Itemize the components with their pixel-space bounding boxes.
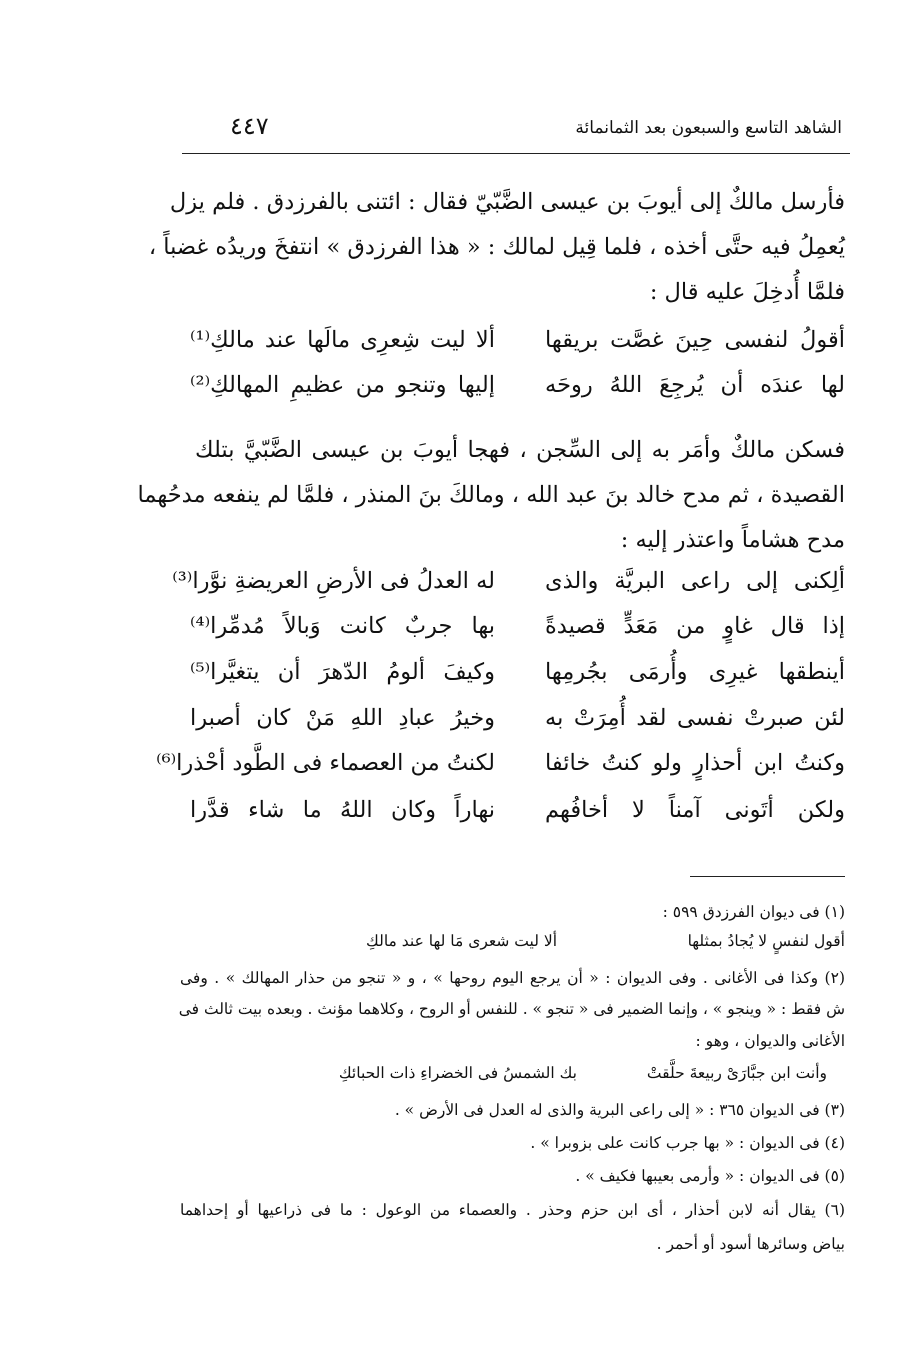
- footnote-2-line: (٢) وكذا فى الأغانى . وفى الديوان : « أن يرجع اليوم روحها » ، و « تنجو من حذار المهالك » . وفى: [180, 969, 845, 987]
- paragraph-line: فسكن مالكٌ وأمَر به إلى السِّجن ، فهجا أيوبَ بن عيسى الضَّبّيَّ بتلك: [195, 437, 845, 463]
- paragraph-2: [137, 428, 845, 563]
- paragraph-1: [148, 180, 845, 315]
- verse-first-hemistich: ولكن أتَونى آمناً لا أخافُهم: [545, 797, 845, 823]
- footnote-verse-second: ألا ليت شعرى مَا لها عند مالكِ: [366, 932, 557, 950]
- verse-line: [190, 797, 845, 841]
- footnote-6-line: (٦) يقال أنه لابن أحذار ، أى ابن حزم وحذر . والعصماء من الوعول : ما فى ذراعيها أو إحداهما: [180, 1201, 845, 1219]
- paragraph-line: يُعمِلُ فيه حتَّى أخذه ، فلما قِيل لمالك : « هذا الفرزدق » انتفخَ وريدُه غضباً ،: [148, 234, 845, 260]
- verse-first-hemistich: ألِكنى إلى راعى البريَّة والذى: [545, 568, 845, 594]
- paragraph-line: فأرسل مالكٌ إلى أيوبَ بن عيسى الضَّبّيّ فقال : ائتنى بالفرزدق . فلم يزل: [169, 189, 845, 215]
- verse-second-hemistich: لكنتُ من العصماء فى الطَّود أحْذرا⁽⁶⁾: [156, 750, 495, 776]
- header-rule: [182, 153, 850, 154]
- verse-line: [190, 659, 845, 703]
- verse-first-hemistich: إذا قال غاوٍ من مَعَدٍّ قصيدةً: [545, 613, 845, 639]
- footnote-3: (٣) فى الديوان ٣٦٥ : « إلى راعى البرية والذى له العدل فى الأرض » .: [394, 1101, 845, 1119]
- footnote-verse-first: أقول لنفسٍ لا يُجادُ بمثلها: [687, 932, 845, 950]
- verse-line: [190, 327, 845, 371]
- verse-second-hemistich: نهاراً وكان اللهُ ما شاء قدَّرا: [190, 797, 495, 823]
- paragraph-line: فلمَّا أُدخِلَ عليه قال :: [649, 279, 845, 305]
- verse-first-hemistich: وكنتُ ابن أحذارٍ ولو كنتُ خائفا: [545, 750, 845, 776]
- verse-line: [190, 613, 845, 657]
- verse-line: [172, 568, 845, 612]
- footnote-1: (١) فى ديوان الفرزدق ٥٩٩ :: [662, 903, 845, 921]
- verse-second-hemistich: وكيفَ ألومُ الدّهرَ أن يتغيَّرا⁽⁵⁾: [190, 659, 495, 685]
- verse-first-hemistich: لها عندَه أن يُرجِعَ اللهُ روحَه: [545, 372, 845, 398]
- paragraph-line: القصيدة ، ثم مدح خالد بنَ عبد الله ، ومالكَ بنَ المنذر ، فلمَّا لم ينفعه مدحُهما: [137, 482, 845, 508]
- verse-second-hemistich: بها جربٌ كانت وَبالاً مُدمِّرا⁽⁴⁾: [190, 613, 495, 639]
- verse-second-hemistich: ألا ليت شِعرِى مالَها عند مالكِ⁽¹⁾: [190, 327, 495, 353]
- footnote-6-line: بياض وسائرها أسود أو أحمر .: [656, 1235, 845, 1253]
- verse-first-hemistich: أقولُ لنفسى حِينَ غصَّت بريقها: [545, 327, 845, 353]
- verse-second-hemistich: له العدلُ فى الأرضِ العريضةِ نوَّرا⁽³⁾: [172, 568, 495, 594]
- verse-line: [156, 750, 845, 794]
- footnote-verse-second: بك الشمسُ فى الخضراءِ ذات الحبائكِ: [338, 1064, 577, 1082]
- verse-first-hemistich: أينطقها غيرِى وأُرمَى بجُرمِها: [545, 659, 845, 685]
- verse-line: [190, 705, 845, 749]
- running-title: الشاهد التاسع والسبعون بعد الثمانمائة: [575, 118, 842, 138]
- verse-second-hemistich: إليها وتنجو من عظيمِ المهالكِ⁽²⁾: [190, 372, 495, 398]
- page-number: ٤٤٧: [230, 112, 269, 140]
- footnote-verse-first: وأنت ابن جبَّارَىْ ربيعةَ حلَّقتْ: [646, 1064, 827, 1082]
- footnote-2-line: ش فقط : « وينجو » ، وإنما الضمير فى « تنجو » . للنفس أو الروح ، وكلاهما مؤنث . وبعده بيت ثالث فى: [178, 1000, 845, 1018]
- footnote-2-line: الأغانى والديوان ، وهو :: [695, 1032, 845, 1050]
- footnote-4: (٤) فى الديوان : « بها جرب كانت على بزوبرا » .: [530, 1134, 845, 1152]
- paragraph-line: مدح هشاماً واعتذر إليه :: [620, 527, 845, 553]
- verse-first-hemistich: لئن صبرتْ نفسى لقد أُمِرَتْ به: [545, 705, 845, 731]
- footnote-rule: [690, 876, 845, 877]
- verse-line: [190, 372, 845, 416]
- footnote-5: (٥) فى الديوان : « وأرمى بعيبها فكيف » .: [575, 1167, 845, 1185]
- verse-second-hemistich: وخيرُ عبادِ اللهِ مَنْ كان أصبرا: [190, 705, 495, 731]
- running-header: [184, 112, 850, 142]
